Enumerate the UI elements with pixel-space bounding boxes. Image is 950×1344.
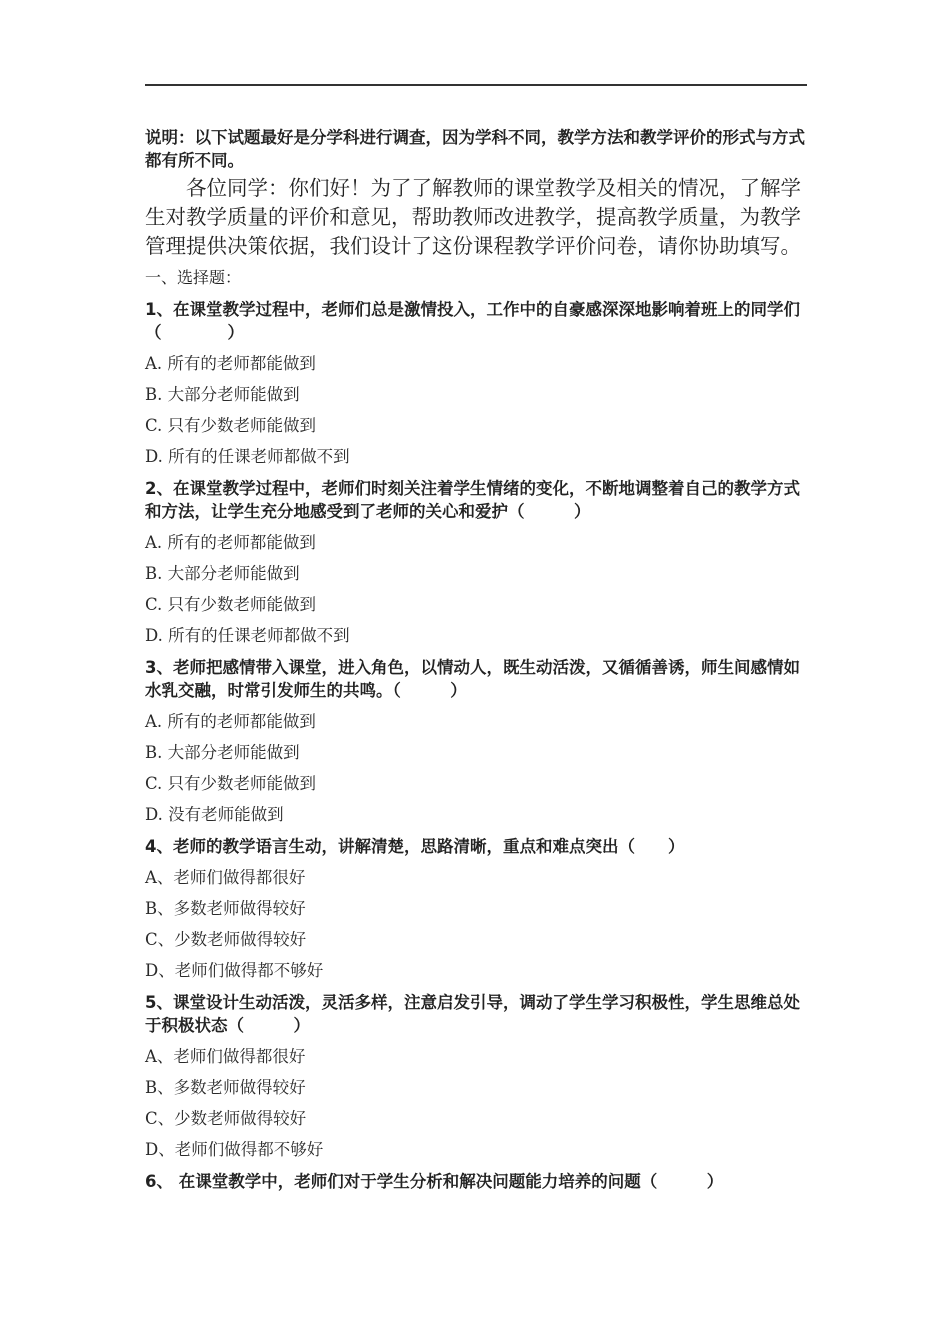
answer-option: A、老师们做得都很好	[145, 1047, 306, 1066]
answer-option: D. 所有的任课老师都做不到	[145, 447, 350, 466]
header-rule	[145, 84, 807, 86]
answer-option: A. 所有的老师都能做到	[145, 712, 316, 731]
answer-option: B. 大部分老师能做到	[145, 385, 300, 404]
section-title: 一、选择题：	[145, 268, 242, 287]
question-block	[145, 656, 813, 826]
answer-option: A、老师们做得都很好	[145, 868, 306, 887]
question-block	[145, 1170, 813, 1193]
question-text: 4、老师的教学语言生动，讲解清楚，思路清晰，重点和难点突出（ ）	[145, 837, 685, 856]
question-text: 1、在课堂教学过程中，老师们总是激情投入，工作中的自豪感深深地影响着班上的同学们（ ）	[145, 300, 800, 342]
answer-option: C. 只有少数老师能做到	[145, 774, 317, 793]
question-block	[145, 298, 813, 468]
answer-option: C、少数老师做得较好	[145, 1109, 307, 1128]
question-block	[145, 477, 813, 647]
answer-option: D、老师们做得都不够好	[145, 1140, 324, 1159]
intro-paragraph: 各位同学：你们好！为了了解教师的课堂教学及相关的情况，了解学生对教学质量的评价和意见，帮助教师改进教学，提高教学质量，为教学管理提供决策依据，我们设计了这份课程教学评价问卷，请你协助填写。	[145, 176, 801, 258]
answer-option: D、老师们做得都不够好	[145, 961, 324, 980]
answer-option: B、多数老师做得较好	[145, 1078, 306, 1097]
answer-option: B. 大部分老师能做到	[145, 743, 300, 762]
question-text: 3、老师把感情带入课堂，进入角色，以情动人，既生动活泼，又循循善诱，师生间感情如水乳交融，时常引发师生的共鸣。（ ）	[145, 658, 800, 700]
question-text: 2、在课堂教学过程中，老师们时刻关注着学生情绪的变化，不断地调整着自己的教学方式和方法，让学生充分地感受到了老师的关心和爱护（ ）	[145, 479, 800, 521]
answer-option: C、少数老师做得较好	[145, 930, 307, 949]
answer-option: A. 所有的老师都能做到	[145, 533, 316, 552]
answer-option: D. 没有老师能做到	[145, 805, 284, 824]
question-list	[145, 298, 813, 1193]
answer-option: B、多数老师做得较好	[145, 899, 306, 918]
question-text: 5、课堂设计生动活泼，灵活多样，注意启发引导，调动了学生学习积极性，学生思维总处于积极状态（ ）	[145, 993, 800, 1035]
answer-option: A. 所有的老师都能做到	[145, 354, 316, 373]
answer-option: B. 大部分老师能做到	[145, 564, 300, 583]
question-block	[145, 835, 813, 982]
instructions-note: 说明：以下试题最好是分学科进行调查，因为学科不同，教学方法和教学评价的形式与方式都有所不同。	[145, 128, 805, 170]
answer-option: C. 只有少数老师能做到	[145, 595, 317, 614]
document-body	[145, 126, 813, 1193]
question-text: 6、 在课堂教学中，老师们对于学生分析和解决问题能力培养的问题（ ）	[145, 1172, 724, 1191]
answer-option: C. 只有少数老师能做到	[145, 416, 317, 435]
answer-option: D. 所有的任课老师都做不到	[145, 626, 350, 645]
question-block	[145, 991, 813, 1161]
